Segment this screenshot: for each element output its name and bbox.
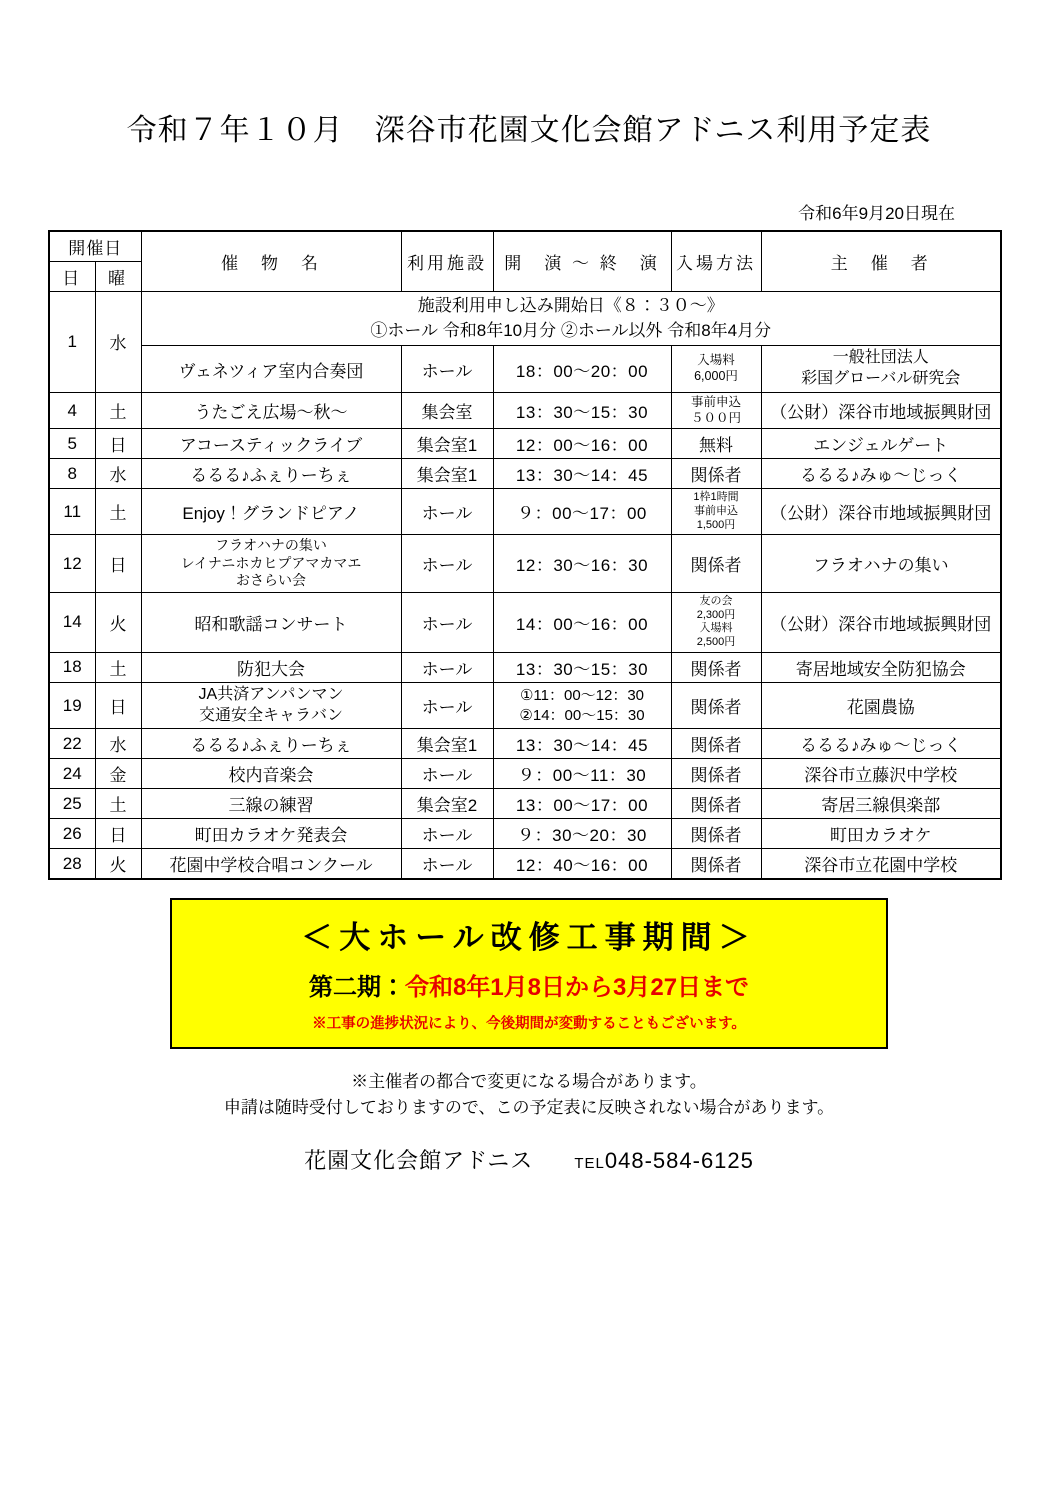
header-entry: 入場方法 — [671, 231, 761, 292]
row-entry — [671, 729, 761, 759]
row-facility: ホール — [401, 535, 493, 593]
row-time-line: ９：00〜11：30 — [517, 766, 647, 786]
row-time-line: 13：30〜15：30 — [515, 403, 649, 422]
row-entry-line: 関係者 — [690, 856, 742, 876]
row-entry — [671, 682, 761, 729]
row-host-line: 一般社団法人 — [832, 349, 929, 367]
table-row — [49, 682, 1001, 729]
header-date-group: 開催日 — [49, 231, 141, 262]
row-entry — [671, 789, 761, 819]
row-weekday: 日 — [95, 819, 141, 849]
header-host: 主 催 者 — [761, 231, 1001, 292]
row-time-line: 18：00〜20：00 — [515, 361, 649, 381]
row-host-line: 深谷市立花園中学校 — [804, 856, 958, 876]
table-row — [49, 535, 1001, 593]
row-entry-line: 関係者 — [690, 466, 742, 486]
row-facility: ホール — [401, 682, 493, 729]
row-host-line: フラオハナの集い — [812, 556, 949, 576]
tel-label: TEL — [574, 1155, 605, 1173]
renovation-disclaimer: ※工事の進捗状況により、今後期間が変動することもございます。 — [312, 1016, 746, 1033]
row-time — [493, 429, 671, 459]
row-entry-line: 関係者 — [690, 766, 742, 786]
row-event-line: うたごえ広場〜秋〜 — [194, 403, 348, 422]
row-weekday: 日 — [95, 535, 141, 593]
table-row — [49, 759, 1001, 789]
table-row — [49, 729, 1001, 759]
row-event — [141, 592, 401, 652]
row-time — [493, 459, 671, 489]
row-entry-line: 入場料 — [699, 622, 733, 635]
page-title: 令和７年１０月 深谷市花園文化会館アドニス利用予定表 — [126, 114, 932, 147]
table-row — [49, 429, 1001, 459]
row-host — [761, 849, 1001, 880]
row-event-line: 昭和歌謡コンサート — [194, 614, 348, 634]
row-event — [141, 729, 401, 759]
table-body — [49, 292, 1001, 880]
row-entry — [671, 392, 761, 428]
header-event: 催 物 名 — [141, 231, 401, 292]
row-entry-line: 関係者 — [690, 698, 742, 718]
row-day: 28 — [49, 849, 95, 880]
row-host — [761, 346, 1001, 393]
row-event-line: フラオハナの集い — [215, 537, 327, 554]
row-weekday: 日 — [95, 682, 141, 729]
row-host-line: 寄居地域安全防犯協会 — [795, 659, 966, 679]
row-entry — [671, 849, 761, 880]
row-day: 24 — [49, 759, 95, 789]
row-time-line: 13：00〜17：00 — [515, 796, 649, 816]
row-facility: ホール — [401, 346, 493, 393]
row-event-line: ヴェネツィア室内合奏団 — [178, 361, 364, 381]
row-host-line: 彩国グローバル研究会 — [801, 370, 961, 388]
row-entry — [671, 489, 761, 535]
renovation-period — [172, 967, 886, 1002]
row-event — [141, 682, 401, 729]
row-entry — [671, 346, 761, 393]
row-event — [141, 789, 401, 819]
table-row — [49, 592, 1001, 652]
table-header — [49, 231, 1001, 292]
row-event — [141, 429, 401, 459]
row-facility: 集会室 — [401, 392, 493, 428]
row-entry-line: 関係者 — [690, 556, 742, 576]
row-day: 26 — [49, 819, 95, 849]
row-host — [761, 429, 1001, 459]
row-facility: 集会室1 — [401, 729, 493, 759]
row-time-line: ９：30〜20：30 — [517, 826, 647, 846]
row-host — [761, 789, 1001, 819]
table-row — [49, 392, 1001, 428]
table-row — [49, 849, 1001, 880]
notice-day: 1 — [49, 292, 95, 393]
header-time: 開 演 〜 終 演 — [493, 231, 671, 292]
row-entry-line: 関係者 — [690, 826, 742, 846]
row-entry — [671, 429, 761, 459]
row-weekday: 土 — [95, 789, 141, 819]
row-host — [761, 729, 1001, 759]
table-row — [49, 459, 1001, 489]
row-time — [493, 592, 671, 652]
row-facility: ホール — [401, 592, 493, 652]
row-entry-line: 無料 — [699, 436, 733, 456]
row-day: 8 — [49, 459, 95, 489]
row-host — [761, 489, 1001, 535]
row-facility: 集会室1 — [401, 459, 493, 489]
row-event-line: アコースティックライブ — [179, 436, 363, 456]
table-row — [49, 652, 1001, 682]
row-time — [493, 346, 671, 393]
row-event-line: 花園中学校合唱コンクール — [169, 856, 373, 876]
row-entry-line: 事前申込 — [690, 394, 741, 409]
row-time — [493, 392, 671, 428]
row-event — [141, 652, 401, 682]
row-host — [761, 652, 1001, 682]
row-time-line: ９：00〜17：00 — [517, 504, 647, 524]
row-entry-line: 関係者 — [690, 659, 742, 679]
row-weekday: 水 — [95, 459, 141, 489]
row-event-line: Enjoy！グランドピアノ — [182, 504, 360, 524]
row-time — [493, 819, 671, 849]
row-time — [493, 682, 671, 729]
row-time-line: 13：30〜14：45 — [515, 466, 649, 486]
table-header-row-1 — [49, 231, 1001, 262]
row-time — [493, 652, 671, 682]
row-facility: ホール — [401, 819, 493, 849]
row-time-line: 12：30〜16：30 — [515, 556, 649, 576]
row-entry — [671, 459, 761, 489]
row-event-line: JA共済アンパンマン — [198, 685, 344, 703]
renovation-title: ＜大ホール改修工事期間＞ — [301, 920, 757, 956]
row-time-line: ②14：00〜15：30 — [519, 706, 645, 724]
row-event — [141, 535, 401, 593]
row-event-line: 三線の練習 — [228, 796, 314, 816]
row-weekday: 水 — [95, 729, 141, 759]
row-host — [761, 682, 1001, 729]
notice-text — [141, 292, 1001, 346]
row-time-line: 12：40〜16：00 — [515, 856, 649, 876]
row-event-line: 町田カラオケ発表会 — [194, 826, 348, 846]
row-weekday: 土 — [95, 652, 141, 682]
as-of-date: 令和6年9月20日現在 — [798, 204, 955, 223]
renovation-period-prefix: 第二期： — [308, 974, 405, 1002]
row-facility: ホール — [401, 759, 493, 789]
row-entry-line: 1,500円 — [696, 518, 736, 531]
row-event-line: 校内音楽会 — [228, 766, 314, 786]
row-weekday: 金 — [95, 759, 141, 789]
footnote-2: 申請は随時受付しておりますので、この予定表に反映されない場合があります。 — [223, 1097, 835, 1117]
row-time-line: 14：00〜16：00 — [515, 614, 649, 634]
table-row — [49, 346, 1001, 393]
venue-name: 花園文化会館アドニス — [304, 1148, 534, 1174]
row-host — [761, 819, 1001, 849]
row-event-line: るるる♪ふぇりーちぇ — [190, 466, 352, 486]
contact-line — [48, 1144, 1010, 1175]
row-host-line: 深谷市立藤沢中学校 — [804, 766, 958, 786]
row-entry — [671, 592, 761, 652]
row-entry-line: 2,500円 — [696, 636, 736, 649]
row-day: 11 — [49, 489, 95, 535]
row-facility: ホール — [401, 489, 493, 535]
row-event-line: 防犯大会 — [237, 659, 305, 679]
notice-line-1: 施設利用申し込み開始日《８：３０〜》 — [417, 296, 724, 315]
row-host-line: 町田カラオケ — [829, 826, 932, 846]
row-entry-line: ５００円 — [690, 410, 741, 425]
row-entry — [671, 652, 761, 682]
row-weekday: 土 — [95, 392, 141, 428]
renovation-notice-box — [170, 898, 888, 1049]
row-day: 25 — [49, 789, 95, 819]
row-time — [493, 729, 671, 759]
row-day: 22 — [49, 729, 95, 759]
row-host-line: エンジェルゲート — [813, 436, 949, 456]
header-facility: 利用施設 — [401, 231, 493, 292]
row-event — [141, 759, 401, 789]
schedule-table — [48, 230, 1002, 880]
row-time-line: 13：30〜15：30 — [515, 659, 649, 679]
row-host-line: 花園農協 — [846, 698, 915, 718]
row-event-line: 交通安全キャラバン — [198, 706, 343, 724]
row-host — [761, 759, 1001, 789]
row-entry-line: 入場料 — [697, 353, 735, 368]
row-time — [493, 489, 671, 535]
row-day: 4 — [49, 392, 95, 428]
row-event — [141, 819, 401, 849]
row-event — [141, 459, 401, 489]
row-time-line: 12：00〜16：00 — [515, 436, 649, 456]
row-time — [493, 789, 671, 819]
row-event-line: レイナニホカヒプアマカマエ — [180, 554, 362, 571]
row-host-line: 寄居三線倶楽部 — [821, 796, 941, 816]
header-weekday: 曜 — [95, 262, 141, 292]
row-host — [761, 459, 1001, 489]
row-host-line: るるる♪みゅ〜じっく — [800, 736, 962, 756]
footnote-1: ※主催者の都合で変更になる場合があります。 — [351, 1072, 707, 1092]
row-entry-line: 1枠1時間 — [693, 491, 739, 504]
row-entry-line: 友の会 — [699, 594, 733, 607]
row-facility: ホール — [401, 849, 493, 880]
row-entry-line: 事前申込 — [694, 504, 738, 517]
row-weekday: 土 — [95, 489, 141, 535]
notice-weekday: 水 — [95, 292, 141, 393]
row-entry-line: 関係者 — [690, 736, 742, 756]
row-time — [493, 759, 671, 789]
row-event — [141, 392, 401, 428]
row-entry — [671, 819, 761, 849]
footnotes — [48, 1069, 1010, 1120]
row-weekday: 日 — [95, 429, 141, 459]
row-time-line: ①11：00〜12：30 — [519, 687, 645, 705]
row-host-line: るるる♪みゅ〜じっく — [800, 466, 962, 486]
row-day: 18 — [49, 652, 95, 682]
renovation-period-dates: 令和8年1月8日から3月27日まで — [404, 974, 750, 1002]
row-host-line: （公財）深谷市地域振興財団 — [770, 614, 992, 634]
row-host — [761, 535, 1001, 593]
row-event-line: るるる♪ふぇりーちぇ — [190, 736, 352, 756]
row-weekday: 火 — [95, 592, 141, 652]
row-entry-line: 関係者 — [690, 796, 742, 816]
row-entry — [671, 535, 761, 593]
notice-line-2: ①ホール 令和8年10月分 ②ホール以外 令和8年4月分 — [370, 320, 772, 340]
row-day: 19 — [49, 682, 95, 729]
header-day: 日 — [49, 262, 95, 292]
table-row — [49, 819, 1001, 849]
row-event — [141, 849, 401, 880]
row-host — [761, 592, 1001, 652]
row-facility: ホール — [401, 652, 493, 682]
row-event-line: おさらい会 — [236, 572, 306, 589]
row-day: 5 — [49, 429, 95, 459]
row-day: 14 — [49, 592, 95, 652]
row-day: 12 — [49, 535, 95, 593]
row-time-line: 13：30〜14：45 — [515, 736, 649, 756]
row-time — [493, 535, 671, 593]
row-host-line: （公財）深谷市地域振興財団 — [770, 403, 992, 422]
row-entry — [671, 759, 761, 789]
row-facility: 集会室2 — [401, 789, 493, 819]
row-entry-line: 2,300円 — [696, 608, 736, 621]
row-host-line: （公財）深谷市地域振興財団 — [770, 504, 992, 524]
row-weekday: 火 — [95, 849, 141, 880]
table-row — [49, 489, 1001, 535]
tel-number: 048-584-6125 — [604, 1148, 754, 1174]
row-event — [141, 346, 401, 393]
table-row — [49, 789, 1001, 819]
row-facility: 集会室1 — [401, 429, 493, 459]
row-entry-line: 6,000円 — [694, 369, 738, 384]
row-event — [141, 489, 401, 535]
row-time — [493, 849, 671, 880]
table-row-notice — [49, 292, 1001, 346]
row-host — [761, 392, 1001, 428]
